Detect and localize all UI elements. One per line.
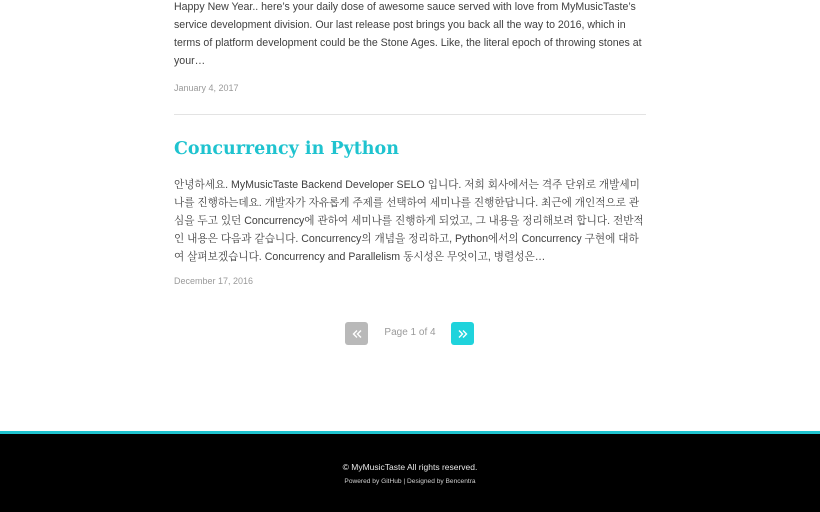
- copyright-text: © MyMusicTaste All rights reserved.: [342, 462, 478, 472]
- post-title-link[interactable]: Concurrency in Python: [174, 139, 399, 159]
- post-item: [174, 138, 646, 286]
- designed-by-link[interactable]: Designed by Bencentra: [407, 478, 476, 485]
- post-excerpt: Happy New Year.. here’s your daily dose of awesome sauce served with love from MyMusicTaste’s service development division. Our last release post brings you back all the way to 2016, which in terms of platform development could be the Stone Ages. Like, the literal epoch of throwing stones at your…: [174, 1, 642, 67]
- double-chevron-right-icon: [458, 329, 468, 339]
- post-item: [174, 0, 646, 93]
- post-date: January 4, 2017: [174, 83, 239, 93]
- post-date: December 17, 2016: [174, 276, 254, 286]
- footer-credits: [0, 478, 820, 485]
- double-chevron-left-icon: [352, 329, 362, 339]
- site-footer: [0, 431, 820, 512]
- powered-by-link[interactable]: Powered by GitHub: [344, 478, 402, 485]
- pagination: [0, 322, 820, 346]
- post-excerpt: 안녕하세요. MyMusicTaste Backend Developer SELO 입니다. 저희 회사에서는 격주 단위로 개발세미나를 진행하는데요. 개발자가 자유롭게 주제를 선택하여 세미나를 진행한답니다. 최근에 개인적으로 관심을 두고 있던 Concurrency에 관하여 세미나를 진행하게 되었고, 그 내용을 정리해보려 합니다. 전반적인 내용은 다음과 같습니다. Concurrency의 개념을 정리하고, Python에서의 Concurrency 구현에 대하여 살펴보겠습니다. Concurrency and Parallelism 동시성은 무엇이고, 병렬성은…: [174, 179, 644, 263]
- credits-separator: |: [403, 478, 406, 485]
- page-indicator: Page 1 of 4: [384, 327, 436, 338]
- next-page-button[interactable]: [451, 322, 474, 345]
- post-divider: [174, 114, 646, 115]
- previous-page-button[interactable]: [345, 322, 368, 345]
